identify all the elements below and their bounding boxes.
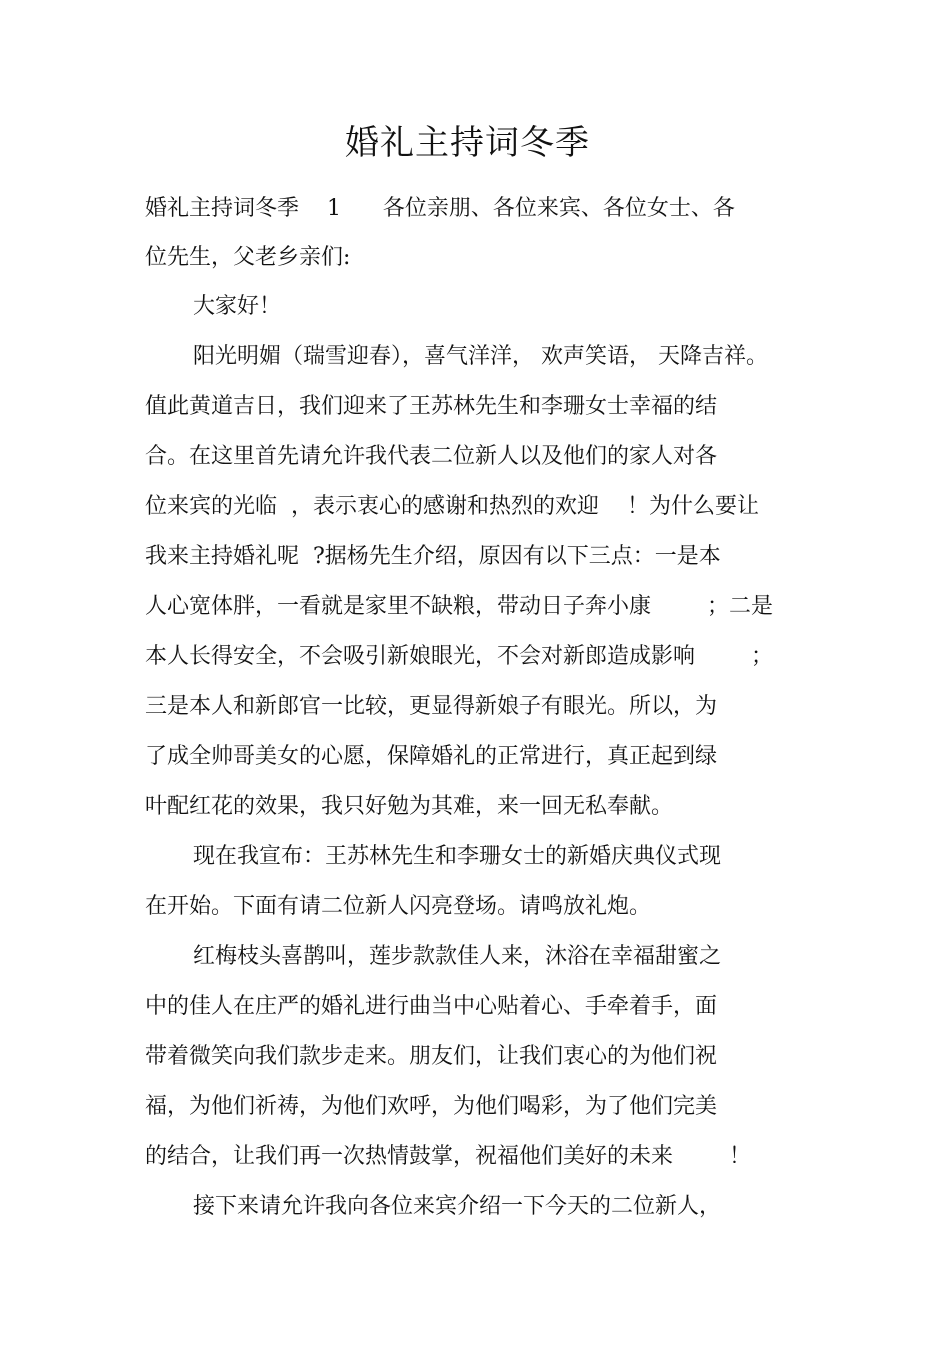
text-line: 婚礼主持词冬季 1 各位亲朋、各位来宾、各位女士、各 <box>145 196 735 221</box>
text-line: 叶配红花的效果，我只好勉为其难，来一回无私奉献。 <box>145 794 674 819</box>
text-line: 的结合，让我们再一次热情鼓掌，祝福他们美好的未来 ！ <box>145 1144 751 1169</box>
text-line: 红梅枝头喜鹊叫，莲步款款佳人来，沐浴在幸福甜蜜之 <box>193 944 722 969</box>
text-line: 现在我宣布：王苏林先生和李珊女士的新婚庆典仪式现 <box>193 844 722 869</box>
text-line: 本人长得安全，不会吸引新娘眼光，不会对新郎造成影响 ； <box>145 644 773 669</box>
text-line: 三是本人和新郎官一比较，更显得新娘子有眼光。所以，为 <box>145 694 718 719</box>
text-line: 带着微笑向我们款步走来。朋友们，让我们衷心的为他们祝 <box>145 1044 718 1069</box>
text-line: 中的佳人在庄严的婚礼进行曲当中心贴着心、手牵着手，面 <box>145 994 718 1019</box>
text-line: 位先生，父老乡亲们: <box>145 245 351 270</box>
text-line: 大家好！ <box>193 294 282 319</box>
text-line: 在开始。下面有请二位新人闪亮登场。请鸣放礼炮。 <box>145 894 652 919</box>
text-line: 了成全帅哥美女的心愿，保障婚礼的正常进行，真正起到绿 <box>145 744 718 769</box>
text-line: 位来宾的光临 ，表示衷心的感谢和热烈的欢迎 ！为什么要让 <box>145 494 759 519</box>
text-line: 阳光明媚（瑞雪迎春），喜气洋洋， 欢声笑语， 天降吉祥。 <box>193 344 768 369</box>
text-line: 人心宽体胖，一看就是家里不缺粮，带动日子奔小康 ；二是 <box>145 594 773 619</box>
text-line: 福，为他们祈祷，为他们欢呼，为他们喝彩，为了他们完美 <box>145 1094 718 1119</box>
text-line: 我来主持婚礼呢 ?据杨先生介绍，原因有以下三点：一是本 <box>145 544 721 569</box>
text-line: 值此黄道吉日，我们迎来了王苏林先生和李珊女士幸福的结 <box>145 394 718 419</box>
document-title: 婚礼主持词冬季 <box>345 123 590 163</box>
text-line: 合。在这里首先请允许我代表二位新人以及他们的家人对各 <box>145 444 718 469</box>
text-line: 接下来请允许我向各位来宾介绍一下今天的二位新人， <box>193 1194 722 1219</box>
